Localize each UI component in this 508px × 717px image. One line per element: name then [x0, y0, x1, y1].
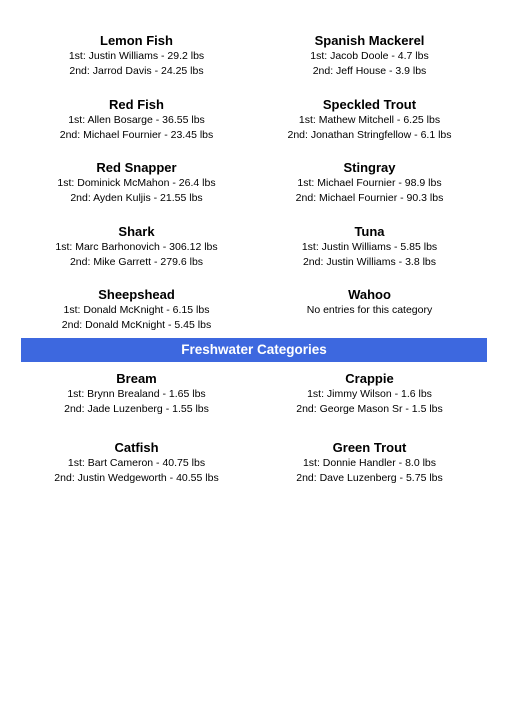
category-title: Catfish — [114, 440, 159, 455]
second-place-entry: 2nd: Donald McKnight - 5.45 lbs — [61, 319, 212, 331]
category-block — [20, 224, 253, 288]
category-title: Crappie — [345, 371, 394, 386]
category-block — [253, 224, 486, 288]
freshwater-categories-grid — [20, 371, 486, 509]
category-block — [253, 33, 486, 97]
saltwater-categories-grid — [20, 33, 486, 351]
first-place-entry: 1st: Jimmy Wilson - 1.6 lbs — [307, 388, 432, 400]
category-title: Spanish Mackerel — [314, 33, 425, 48]
first-place-entry: 1st: Bart Cameron - 40.75 lbs — [67, 457, 206, 469]
category-block — [253, 371, 486, 440]
second-place-entry: 2nd: Michael Fournier - 90.3 lbs — [295, 192, 444, 204]
first-place-entry: 1st: Donnie Handler - 8.0 lbs — [302, 457, 437, 469]
second-place-entry: 2nd: Jonathan Stringfellow - 6.1 lbs — [287, 128, 452, 141]
category-title: Speckled Trout — [322, 96, 417, 112]
category-title: Red Snapper — [96, 160, 177, 175]
category-title: Red Fish — [109, 96, 164, 112]
first-place-entry: 1st: Michael Fournier - 98.9 lbs — [297, 177, 442, 189]
category-title: Bream — [116, 371, 157, 386]
category-block — [253, 97, 486, 161]
category-block — [20, 33, 253, 97]
category-title: Lemon Fish — [100, 33, 173, 48]
category-title: Green Trout — [332, 440, 407, 455]
second-place-entry: 2nd: Dave Luzenberg - 5.75 lbs — [296, 472, 443, 484]
category-title: Stingray — [343, 160, 396, 175]
second-place-entry: 2nd: Jarrod Davis - 24.25 lbs — [69, 65, 204, 77]
second-place-entry: 2nd: George Mason Sr - 1.5 lbs — [296, 403, 443, 415]
second-place-entry: 2nd: Michael Fournier - 23.45 lbs — [59, 128, 214, 141]
first-place-entry: 1st: Marc Barhonovich - 306.12 lbs — [55, 240, 218, 253]
first-place-entry: 1st: Donald McKnight - 6.15 lbs — [63, 304, 210, 316]
second-place-entry: 2nd: Justin Wedgeworth - 40.55 lbs — [54, 472, 219, 484]
first-place-entry: 1st: Justin Williams - 5.85 lbs — [301, 240, 438, 253]
category-block — [20, 371, 253, 440]
first-place-entry: 1st: Allen Bosarge - 36.55 lbs — [68, 113, 205, 126]
category-block — [253, 160, 486, 224]
second-place-entry: 2nd: Jade Luzenberg - 1.55 lbs — [64, 403, 209, 415]
category-title: Shark — [118, 223, 155, 239]
first-place-entry: 1st: Justin Williams - 29.2 lbs — [68, 50, 205, 62]
first-place-entry: 1st: Brynn Brealand - 1.65 lbs — [67, 388, 206, 400]
no-entries-message: No entries for this category — [306, 304, 433, 316]
category-block — [20, 440, 253, 509]
category-title: Tuna — [354, 223, 385, 239]
freshwater-section-header: Freshwater Categories — [21, 338, 487, 362]
category-block — [20, 97, 253, 161]
category-block — [20, 160, 253, 224]
second-place-entry: 2nd: Mike Garrett - 279.6 lbs — [69, 255, 204, 268]
category-block — [253, 440, 486, 509]
first-place-entry: 1st: Jacob Doole - 4.7 lbs — [310, 50, 429, 62]
first-place-entry: 1st: Dominick McMahon - 26.4 lbs — [57, 177, 216, 189]
first-place-entry: 1st: Mathew Mitchell - 6.25 lbs — [298, 113, 441, 126]
second-place-entry: 2nd: Justin Williams - 3.8 lbs — [302, 255, 437, 268]
second-place-entry: 2nd: Ayden Kuljis - 21.55 lbs — [70, 192, 203, 204]
category-title: Sheepshead — [98, 287, 175, 302]
category-title: Wahoo — [348, 287, 391, 302]
second-place-entry: 2nd: Jeff House - 3.9 lbs — [312, 65, 427, 77]
